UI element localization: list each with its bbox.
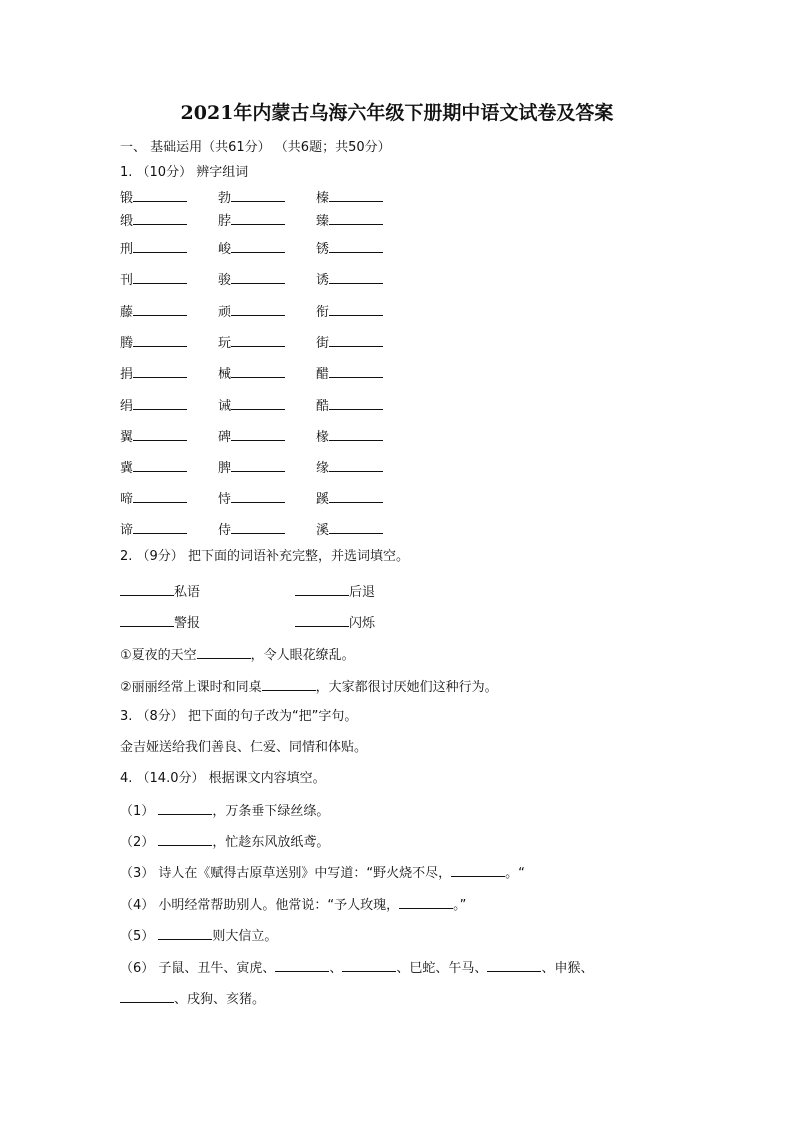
text: （6） 子鼠、丑牛、寅虎、: [120, 961, 276, 976]
text: 、戌狗、亥猪。: [174, 992, 266, 1007]
text: 则大信立。: [212, 929, 278, 944]
character: 刊: [120, 273, 134, 288]
answer-blank[interactable]: [231, 240, 285, 253]
text: ，万条垂下绿丝绦。: [212, 804, 330, 819]
answer-blank[interactable]: [329, 240, 383, 253]
character: 翼: [120, 430, 134, 445]
answer-blank[interactable]: [133, 212, 187, 225]
text: ，忙趁东风放纸鸢。: [212, 835, 330, 850]
character: 勃: [218, 191, 232, 206]
character: 谛: [120, 523, 134, 538]
q4-item-1: [120, 802, 329, 820]
answer-blank[interactable]: [329, 271, 383, 284]
character: 街: [316, 336, 330, 351]
text: ①夏夜的天空: [120, 648, 197, 663]
text: （4） 小明经常帮助别人。他常说：“予人玫瑰，: [120, 898, 400, 913]
char-cell: [316, 303, 383, 321]
section-heading: 一、 基础运用（共61分） （共6题；共50分）: [120, 140, 391, 155]
q4-item-4: [120, 896, 466, 914]
answer-blank[interactable]: [342, 959, 396, 972]
text: 。”: [453, 898, 467, 913]
char-cell: [218, 271, 285, 289]
word-fill-3: [120, 614, 200, 632]
word-fill-4: [295, 614, 375, 632]
character: 锈: [316, 242, 330, 257]
char-cell: [218, 365, 285, 383]
text: 。“: [505, 866, 525, 881]
answer-blank[interactable]: [158, 927, 212, 940]
char-cell: [316, 521, 383, 539]
char-cell: [120, 459, 187, 477]
char-cell: [120, 303, 187, 321]
q4-item-3: [120, 864, 525, 882]
char-cell: [120, 240, 187, 258]
answer-blank[interactable]: [329, 212, 383, 225]
answer-blank[interactable]: [329, 521, 383, 534]
char-cell: [316, 334, 383, 352]
character: 缘: [316, 461, 330, 476]
answer-blank[interactable]: [133, 271, 187, 284]
char-cell: [218, 521, 285, 539]
char-cell: [316, 490, 383, 508]
answer-blank[interactable]: [133, 490, 187, 503]
answer-blank[interactable]: [133, 189, 187, 202]
answer-blank[interactable]: [133, 334, 187, 347]
char-cell: [316, 397, 383, 415]
character: 啼: [120, 492, 134, 507]
answer-blank[interactable]: [231, 428, 285, 441]
answer-blank[interactable]: [133, 303, 187, 316]
answer-blank[interactable]: [329, 334, 383, 347]
text: （1）: [120, 804, 159, 819]
answer-blank[interactable]: [231, 490, 285, 503]
character: 峻: [218, 242, 232, 257]
text: （2）: [120, 835, 159, 850]
text: ，令人眼花缭乱。: [250, 648, 355, 663]
answer-blank[interactable]: [133, 240, 187, 253]
question-3-header: 3. （8分） 把下面的句子改为“把”字句。: [120, 709, 358, 724]
word-fill-1: [120, 583, 200, 601]
char-cell: [316, 240, 383, 258]
word-fill-2: [295, 583, 375, 601]
character: 椽: [316, 430, 330, 445]
answer-blank[interactable]: [231, 397, 285, 410]
answer-blank[interactable]: [231, 365, 285, 378]
character: 锻: [120, 191, 134, 206]
char-cell: [218, 189, 285, 207]
word-suffix: 后退: [349, 585, 376, 600]
text: 、申猴、: [541, 961, 594, 976]
answer-blank[interactable]: [329, 459, 383, 472]
character: 玩: [218, 336, 232, 351]
character: 诫: [218, 399, 232, 414]
char-cell: [218, 240, 285, 258]
character: 诱: [316, 273, 330, 288]
character: 捐: [120, 367, 134, 382]
character: 冀: [120, 461, 134, 476]
character: 刑: [120, 242, 134, 257]
char-cell: [316, 428, 383, 446]
answer-blank[interactable]: [120, 990, 174, 1003]
answer-blank[interactable]: [295, 583, 349, 596]
fill-sentence-1: [120, 646, 355, 664]
character: 酷: [316, 399, 330, 414]
character: 蹊: [316, 492, 330, 507]
char-cell: [120, 212, 187, 230]
answer-blank[interactable]: [231, 303, 285, 316]
char-cell: [218, 428, 285, 446]
answer-blank[interactable]: [329, 189, 383, 202]
answer-blank[interactable]: [451, 864, 505, 877]
char-cell: [120, 271, 187, 289]
character: 脖: [218, 214, 232, 229]
character: 顽: [218, 305, 232, 320]
character: 碑: [218, 430, 232, 445]
char-cell: [218, 212, 285, 230]
text: ，大家都很讨厌她们这种行为。: [315, 680, 498, 695]
character: 榛: [316, 191, 330, 206]
text: （3） 诗人在《赋得古原草送别》中写道：“野火烧不尽，: [120, 866, 452, 881]
answer-blank[interactable]: [275, 959, 329, 972]
question-2-header: 2. （9分） 把下面的词语补充完整，并选词填空。: [120, 549, 409, 564]
char-cell: [120, 490, 187, 508]
char-cell: [218, 334, 285, 352]
character: 缎: [120, 214, 134, 229]
char-cell: [316, 212, 383, 230]
char-cell: [120, 334, 187, 352]
q4-item-2: [120, 833, 329, 851]
answer-blank[interactable]: [329, 490, 383, 503]
answer-blank[interactable]: [487, 959, 541, 972]
answer-blank[interactable]: [329, 365, 383, 378]
answer-blank[interactable]: [262, 678, 316, 691]
answer-blank[interactable]: [120, 583, 174, 596]
answer-blank[interactable]: [158, 833, 212, 846]
character: 绢: [120, 399, 134, 414]
text: ②丽丽经常上课时和同桌: [120, 680, 262, 695]
question-1-header: 1. （10分） 辨字组词: [120, 165, 249, 180]
answer-blank[interactable]: [231, 212, 285, 225]
answer-blank[interactable]: [329, 303, 383, 316]
char-cell: [218, 490, 285, 508]
character: 衔: [316, 305, 330, 320]
char-cell: [120, 521, 187, 539]
char-cell: [120, 397, 187, 415]
char-cell: [120, 189, 187, 207]
answer-blank[interactable]: [329, 397, 383, 410]
fill-sentence-2: [120, 678, 498, 696]
answer-blank[interactable]: [231, 521, 285, 534]
word-suffix: 闪烁: [349, 616, 376, 631]
character: 侍: [218, 523, 232, 538]
char-cell: [316, 271, 383, 289]
answer-blank[interactable]: [133, 521, 187, 534]
page-title: 2021年内蒙古乌海六年级下册期中语文试卷及答案: [180, 102, 614, 124]
character: 械: [218, 367, 232, 382]
text: 、: [329, 961, 343, 976]
answer-blank[interactable]: [231, 189, 285, 202]
answer-blank[interactable]: [197, 646, 251, 659]
character: 骏: [218, 273, 232, 288]
char-cell: [120, 428, 187, 446]
character: 脾: [218, 461, 232, 476]
answer-blank[interactable]: [295, 614, 349, 627]
answer-blank[interactable]: [133, 428, 187, 441]
answer-blank[interactable]: [231, 334, 285, 347]
text: （5）: [120, 929, 159, 944]
q4-item-5: [120, 927, 277, 945]
answer-blank[interactable]: [133, 397, 187, 410]
char-cell: [218, 459, 285, 477]
char-cell: [316, 189, 383, 207]
character: 恃: [218, 492, 232, 507]
word-suffix: 警报: [174, 616, 201, 631]
character: 腾: [120, 336, 134, 351]
answer-blank[interactable]: [329, 428, 383, 441]
char-cell: [120, 365, 187, 383]
text: 、巳蛇、午马、: [396, 961, 488, 976]
character: 溪: [316, 523, 330, 538]
answer-blank[interactable]: [133, 459, 187, 472]
q4-item-6-cont: [120, 990, 265, 1008]
answer-blank[interactable]: [133, 365, 187, 378]
char-cell: [218, 397, 285, 415]
char-cell: [316, 459, 383, 477]
character: 臻: [316, 214, 330, 229]
question-4-header: 4. （14.0分） 根据课文内容填空。: [120, 771, 326, 786]
answer-blank[interactable]: [158, 802, 212, 815]
answer-blank[interactable]: [399, 896, 453, 909]
answer-blank[interactable]: [120, 614, 174, 627]
answer-blank[interactable]: [231, 271, 285, 284]
q4-item-6: [120, 959, 593, 977]
word-suffix: 私语: [174, 585, 201, 600]
character: 藤: [120, 305, 134, 320]
char-cell: [316, 365, 383, 383]
character: 醋: [316, 367, 330, 382]
question-3-sentence: 金吉娅送给我们善良、仁爱、同情和体贴。: [120, 740, 368, 755]
answer-blank[interactable]: [231, 459, 285, 472]
char-cell: [218, 303, 285, 321]
